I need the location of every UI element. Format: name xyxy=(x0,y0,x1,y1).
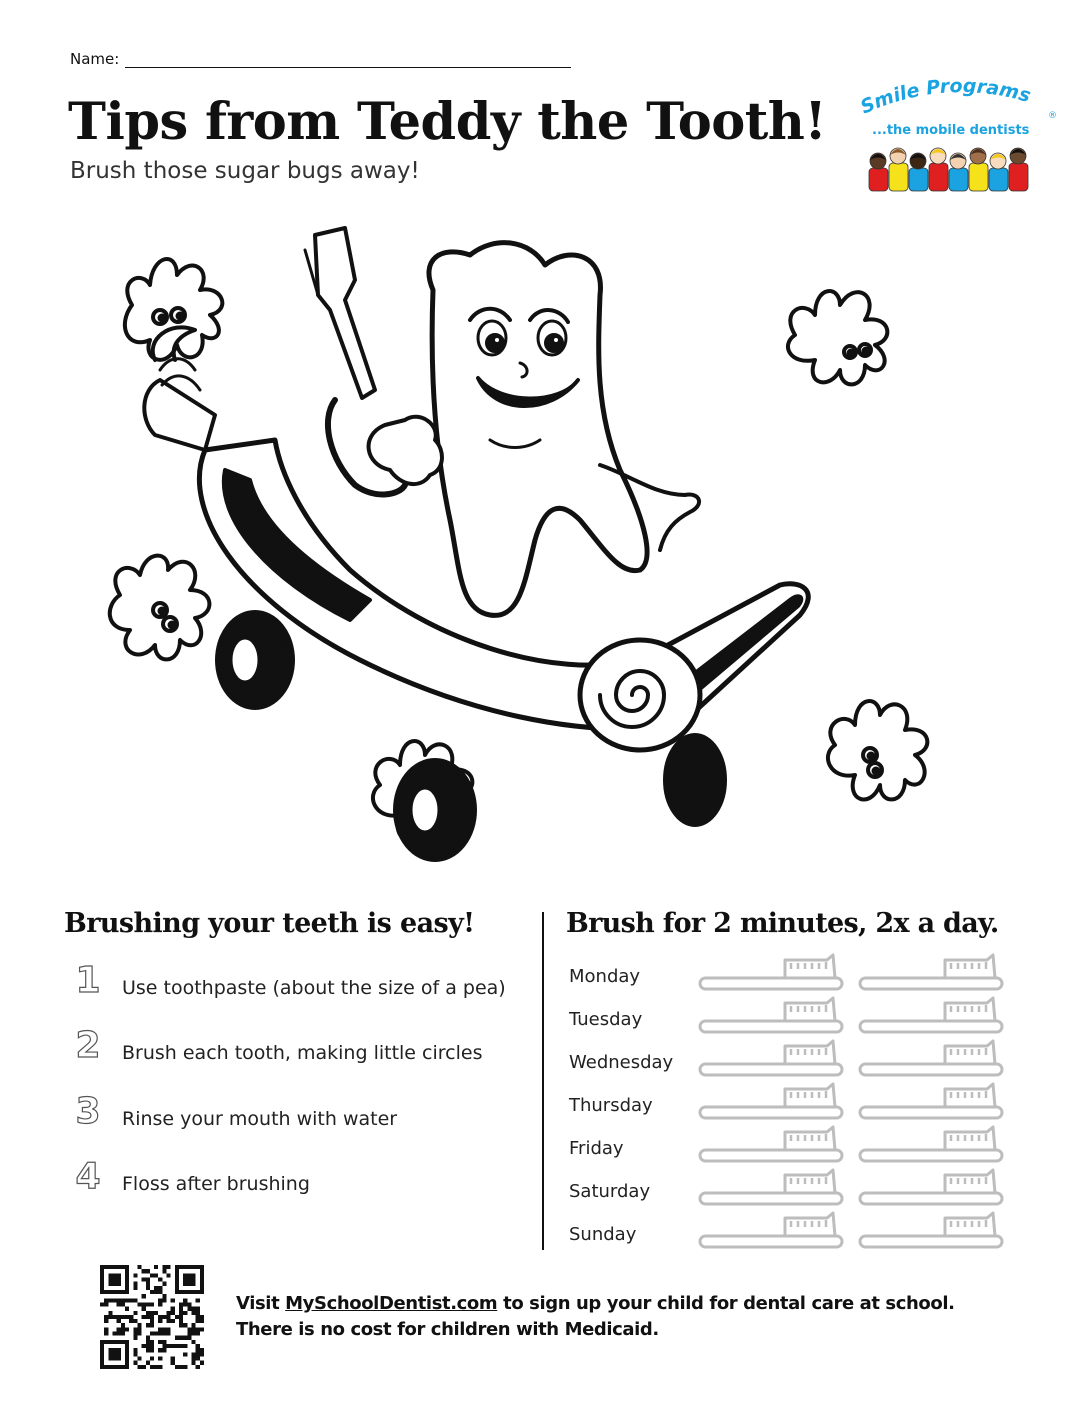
logo-brand-text: Smile Programs xyxy=(857,75,1034,119)
toothbrush-checkbox-icon[interactable] xyxy=(697,995,847,1037)
toothbrush-held-icon xyxy=(305,228,442,494)
toothbrush-checkbox-icon[interactable] xyxy=(857,952,1007,994)
myschooldentist-link[interactable]: MySchoolDentist.com xyxy=(285,1293,498,1314)
steps-section-title: Brushing your teeth is easy! xyxy=(64,908,475,939)
step-item xyxy=(68,1025,482,1066)
day-row xyxy=(569,995,1039,1035)
day-row xyxy=(569,1038,1039,1078)
day-row xyxy=(569,1124,1039,1164)
toothbrush-checkbox-icon[interactable] xyxy=(697,1167,847,1209)
toothbrush-checkbox-icon[interactable] xyxy=(697,952,847,994)
toothbrush-checkbox-icon[interactable] xyxy=(857,1210,1007,1252)
qr-code[interactable] xyxy=(100,1265,204,1369)
day-row xyxy=(569,952,1039,992)
registered-mark: ® xyxy=(278,640,292,656)
footer-line2: There is no cost for children with Medicaid. xyxy=(236,1319,659,1340)
day-label: Thursday xyxy=(569,1095,653,1116)
page-title: Tips from Teddy the Tooth! xyxy=(68,92,827,152)
step-number: 2 xyxy=(75,1025,101,1066)
toothbrush-checkbox-icon[interactable] xyxy=(857,1038,1007,1080)
smile-programs-logo xyxy=(852,74,1062,194)
sugar-bug-icon xyxy=(788,291,887,384)
day-label: Sunday xyxy=(569,1224,637,1245)
step-number: 3 xyxy=(75,1091,101,1132)
day-label: Friday xyxy=(569,1138,624,1159)
logo-people-group xyxy=(869,148,1028,191)
toothbrush-checkbox-icon[interactable] xyxy=(857,1124,1007,1166)
teddy-tooth-illustration xyxy=(100,220,1000,880)
footer-line1-rest: to sign up your child for dental care at school. xyxy=(503,1293,955,1314)
day-row xyxy=(569,1167,1039,1207)
section-divider xyxy=(542,912,544,1250)
toothbrush-checkbox-icon[interactable] xyxy=(857,995,1007,1037)
toothbrush-checkbox-icon[interactable] xyxy=(857,1081,1007,1123)
page-subtitle: Brush those sugar bugs away! xyxy=(70,158,420,184)
step-text: Use toothpaste (about the size of a pea) xyxy=(122,976,506,999)
step-item xyxy=(68,1156,310,1197)
day-row xyxy=(569,1081,1039,1121)
toothbrush-checkbox-icon[interactable] xyxy=(697,1038,847,1080)
step-item xyxy=(68,960,506,1001)
toothbrush-checkbox-icon[interactable] xyxy=(697,1210,847,1252)
step-text: Floss after brushing xyxy=(122,1172,310,1195)
day-label: Monday xyxy=(569,966,641,987)
step-text: Rinse your mouth with water xyxy=(122,1107,398,1130)
toothbrush-checkbox-icon[interactable] xyxy=(857,1167,1007,1209)
brushing-chart-title: Brush for 2 minutes, 2x a day. xyxy=(566,908,999,939)
day-row xyxy=(569,1210,1039,1250)
toothbrush-checkbox-icon[interactable] xyxy=(697,1081,847,1123)
step-item xyxy=(68,1091,397,1132)
day-label: Wednesday xyxy=(569,1052,674,1073)
sugar-bug-icon xyxy=(110,556,210,660)
day-label: Saturday xyxy=(569,1181,651,1202)
logo-tagline: ...the mobile dentists xyxy=(872,123,1030,138)
footer-visit: Visit xyxy=(236,1293,280,1314)
sugar-bug-icon xyxy=(828,701,927,799)
name-label: Name: xyxy=(70,50,120,68)
toothbrush-checkbox-icon[interactable] xyxy=(697,1124,847,1166)
day-label: Tuesday xyxy=(569,1009,643,1030)
name-field[interactable] xyxy=(70,50,571,68)
footer-text xyxy=(236,1291,955,1343)
step-number: 1 xyxy=(75,960,101,1001)
logo-registered-mark: ® xyxy=(1048,111,1057,121)
name-blank-line[interactable] xyxy=(125,53,571,68)
step-text: Brush each tooth, making little circles xyxy=(122,1041,483,1064)
step-number: 4 xyxy=(75,1156,101,1197)
teddy-tooth-mascot xyxy=(429,243,699,616)
